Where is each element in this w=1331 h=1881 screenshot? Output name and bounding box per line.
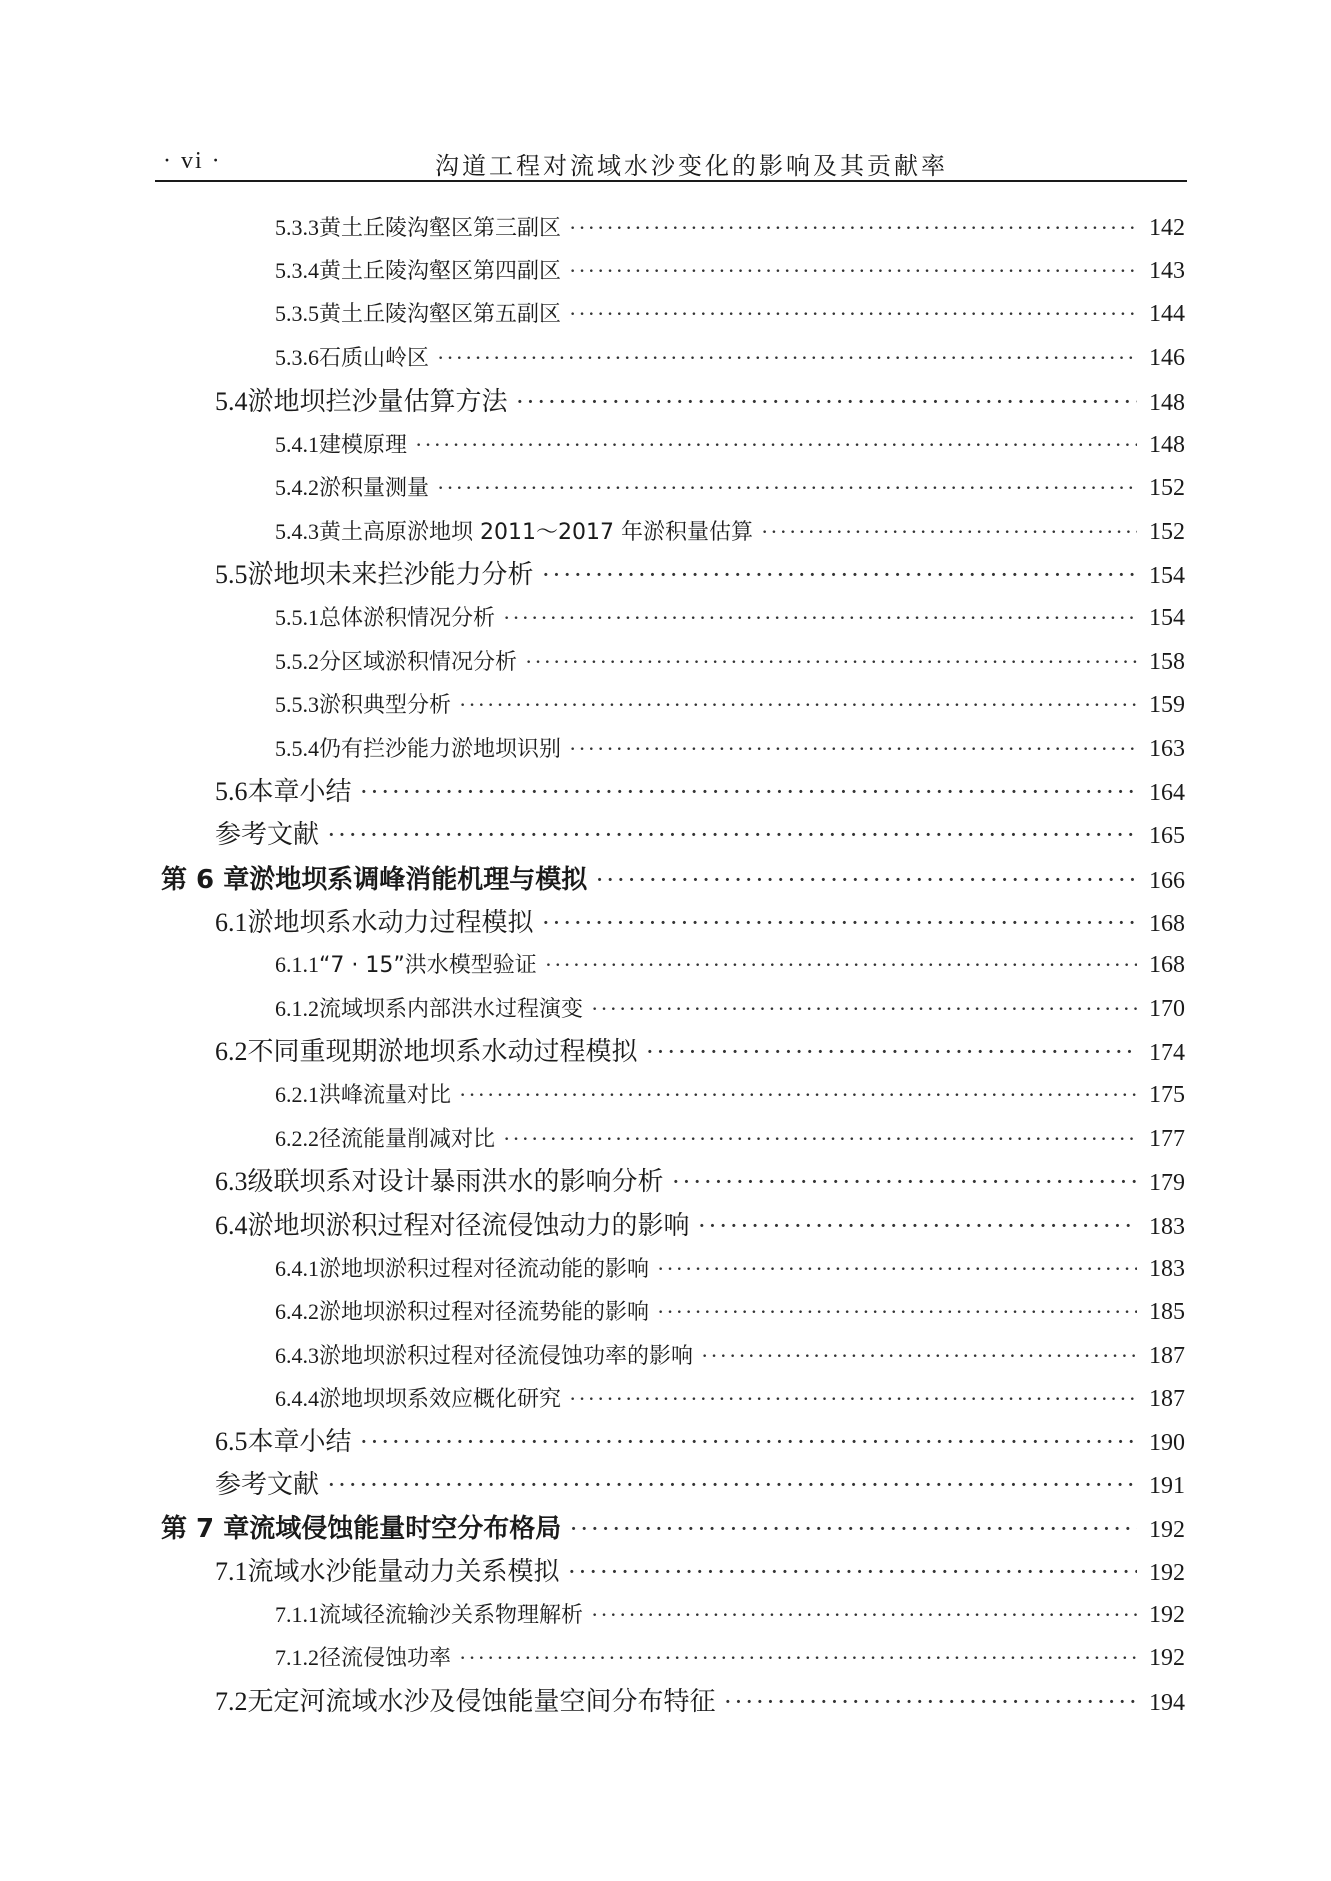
dot-leader <box>569 215 1137 241</box>
entry-number: 5.5.3 <box>275 692 319 717</box>
entry-title: 淤积量测量 <box>319 476 430 501</box>
entry-title: 总体淤积情况分析 <box>319 606 496 631</box>
dot-leader <box>415 432 1137 458</box>
toc-entry-section <box>155 1421 1185 1458</box>
entry-page: 148 <box>1149 432 1185 458</box>
entry-number: 5.4.1 <box>275 432 319 457</box>
dot-leader <box>569 1386 1137 1412</box>
dot-leader <box>360 777 1137 807</box>
entry-title: 黄土丘陵沟壑区第四副区 <box>319 259 562 284</box>
dot-leader <box>646 1037 1137 1067</box>
dot-leader <box>545 952 1137 978</box>
entry-title: “7 · 15”洪水模型验证 <box>319 953 537 978</box>
entry-page: 143 <box>1149 258 1185 284</box>
entry-title: 淤地坝淤积过程对径流动能的影响 <box>319 1257 650 1282</box>
toc-entry-section <box>155 902 1185 939</box>
entry-title: 流域水沙能量动力关系模拟 <box>247 1557 560 1587</box>
entry-title: 淤地坝坝系效应概化研究 <box>319 1387 562 1412</box>
entry-page: 170 <box>1149 996 1185 1022</box>
chapter-number: 第 6 章 <box>161 865 250 895</box>
entry-title: 无定河流域水沙及侵蚀能量空间分布特征 <box>247 1687 716 1717</box>
entry-title: 淤地坝淤积过程对径流势能的影响 <box>319 1300 650 1325</box>
toc-entry-subsection <box>155 254 1185 285</box>
dot-leader <box>542 908 1137 938</box>
entry-number: 5.5.4 <box>275 736 319 761</box>
entry-number: 6.2.1 <box>275 1082 319 1107</box>
entry-number: 6.2.2 <box>275 1126 319 1151</box>
entry-page: 192 <box>1149 1560 1185 1586</box>
toc-entry-subsection <box>155 1382 1185 1413</box>
entry-number: 6.4.2 <box>275 1299 319 1324</box>
entry-page: 144 <box>1149 301 1185 327</box>
entry-number: 5.4 <box>215 387 248 416</box>
toc-entry-subsection <box>155 732 1185 763</box>
entry-number: 5.6 <box>215 777 248 806</box>
entry-title: 淤积典型分析 <box>319 693 452 718</box>
entry-number: 5.3.3 <box>275 215 319 240</box>
entry-number: 5.5.1 <box>275 605 319 630</box>
entry-number: 6.3 <box>215 1167 248 1196</box>
running-title: 沟道工程对流域水沙变化的影响及其贡献率 <box>435 152 948 180</box>
entry-page: 152 <box>1149 475 1185 501</box>
toc-entry-subsection <box>155 1641 1185 1672</box>
entry-title: 黄土高原淤地坝 2011～2017 年淤积量估算 <box>319 520 753 545</box>
toc-entry-section <box>155 1205 1185 1242</box>
dot-leader <box>459 1082 1137 1108</box>
entry-number: 5.5 <box>215 560 248 589</box>
dot-leader <box>360 1427 1137 1457</box>
entry-page: 142 <box>1149 215 1185 241</box>
dot-leader <box>542 560 1137 590</box>
entry-page: 187 <box>1149 1386 1185 1412</box>
entry-page: 187 <box>1149 1343 1185 1369</box>
dot-leader <box>569 301 1137 327</box>
toc-entry-subsection <box>155 645 1185 676</box>
entry-number: 6.4.1 <box>275 1256 319 1281</box>
entry-title: 本章小结 <box>247 1427 352 1457</box>
dot-leader <box>672 1167 1137 1197</box>
entry-number: 6.4.3 <box>275 1343 319 1368</box>
entry-page: 168 <box>1149 952 1185 978</box>
entry-title: 建模原理 <box>319 433 408 458</box>
toc-entry-subsection <box>155 688 1185 719</box>
dot-leader <box>591 1602 1137 1628</box>
entry-number: 5.4.2 <box>275 475 319 500</box>
dot-leader <box>437 345 1137 371</box>
toc-entry-subsection <box>155 1078 1185 1109</box>
entry-title: 洪峰流量对比 <box>319 1083 452 1108</box>
chapter-number: 第 7 章 <box>161 1514 250 1544</box>
entry-page: 177 <box>1149 1126 1185 1152</box>
entry-page: 183 <box>1149 1256 1185 1282</box>
toc-entry-subsection <box>155 1252 1185 1283</box>
entry-number: 6.1.1 <box>275 952 319 977</box>
entry-number: 7.1.1 <box>275 1602 319 1627</box>
dot-leader <box>698 1211 1137 1241</box>
toc-entry-chapter <box>155 859 1185 896</box>
entry-title: 仍有拦沙能力淤地坝识别 <box>319 737 562 762</box>
dot-leader <box>516 387 1137 417</box>
toc-entry-section <box>155 1681 1185 1718</box>
dot-leader <box>761 519 1137 545</box>
toc-entry-subsection <box>155 515 1185 546</box>
entry-page: 192 <box>1149 1602 1185 1628</box>
toc-entry-subsection <box>155 428 1185 459</box>
entry-title: 淤地坝拦沙量估算方法 <box>247 387 508 417</box>
entry-title: 石质山岭区 <box>319 346 430 371</box>
entry-number: 5.3.5 <box>275 301 319 326</box>
dot-leader <box>459 692 1137 718</box>
dot-leader <box>327 820 1137 850</box>
entry-page: 174 <box>1149 1040 1185 1066</box>
entry-number: 6.5 <box>215 1427 248 1456</box>
toc-entry-references <box>155 814 1185 851</box>
dot-leader <box>657 1256 1137 1282</box>
dot-leader <box>569 736 1137 762</box>
entry-title: 黄土丘陵沟壑区第五副区 <box>319 302 562 327</box>
entry-page: 165 <box>1149 823 1185 849</box>
entry-page: 168 <box>1149 911 1185 937</box>
entry-page: 179 <box>1149 1170 1185 1196</box>
entry-number: 7.2 <box>215 1687 248 1716</box>
entry-page: 183 <box>1149 1214 1185 1240</box>
toc-entry-section <box>155 554 1185 591</box>
entry-title: 参考文献 <box>215 820 320 850</box>
toc-entry-subsection <box>155 1295 1185 1326</box>
entry-number: 7.1 <box>215 1557 248 1586</box>
entry-title: 淤地坝淤积过程对径流侵蚀动力的影响 <box>247 1211 690 1241</box>
toc-entry-section <box>155 771 1185 808</box>
header-rule <box>155 180 1187 182</box>
entry-page: 191 <box>1149 1473 1185 1499</box>
toc-entry-subsection <box>155 1598 1185 1629</box>
toc-entry-section <box>155 1161 1185 1198</box>
entry-page: 152 <box>1149 519 1185 545</box>
entry-title: 分区域淤积情况分析 <box>319 650 518 675</box>
dot-leader <box>327 1470 1137 1500</box>
entry-number: 6.1 <box>215 908 248 937</box>
entry-page: 154 <box>1149 563 1185 589</box>
toc-entry-subsection <box>155 1122 1185 1153</box>
page-number: · vi · <box>163 148 222 174</box>
entry-page: 190 <box>1149 1430 1185 1456</box>
entry-page: 146 <box>1149 345 1185 371</box>
toc-entry-subsection <box>155 1339 1185 1370</box>
entry-page: 159 <box>1149 692 1185 718</box>
entry-page: 192 <box>1149 1645 1185 1671</box>
dot-leader <box>701 1343 1137 1369</box>
entry-number: 6.1.2 <box>275 996 319 1021</box>
entry-number: 6.2 <box>215 1037 248 1066</box>
toc-entry-section <box>155 1031 1185 1068</box>
dot-leader <box>591 996 1137 1022</box>
entry-page: 185 <box>1149 1299 1185 1325</box>
chapter-title: 流域侵蚀能量时空分布格局 <box>249 1514 562 1544</box>
toc-entry-section <box>155 1551 1185 1588</box>
entry-page: 163 <box>1149 736 1185 762</box>
entry-page: 192 <box>1149 1517 1185 1543</box>
entry-title: 淤地坝淤积过程对径流侵蚀功率的影响 <box>319 1344 694 1369</box>
entry-number: 7.1.2 <box>275 1645 319 1670</box>
toc-entry-subsection <box>155 297 1185 328</box>
entry-page: 158 <box>1149 649 1185 675</box>
dot-leader <box>568 1557 1137 1587</box>
entry-title: 径流侵蚀功率 <box>319 1646 452 1671</box>
entry-number: 5.3.4 <box>275 258 319 283</box>
toc-entry-references <box>155 1464 1185 1501</box>
dot-leader <box>525 649 1137 675</box>
toc-entry-subsection <box>155 948 1185 979</box>
dot-leader <box>503 1126 1137 1152</box>
entry-title: 淤地坝系水动力过程模拟 <box>247 908 534 938</box>
dot-leader <box>569 1514 1137 1544</box>
dot-leader <box>459 1645 1137 1671</box>
entry-title: 流域坝系内部洪水过程演变 <box>319 997 584 1022</box>
dot-leader <box>503 605 1137 631</box>
entry-number: 6.4 <box>215 1211 248 1240</box>
dot-leader <box>437 475 1137 501</box>
entry-title: 流域径流输沙关系物理解析 <box>319 1603 584 1628</box>
entry-page: 154 <box>1149 605 1185 631</box>
entry-title: 级联坝系对设计暴雨洪水的影响分析 <box>247 1167 664 1197</box>
dot-leader <box>595 865 1137 895</box>
toc-entry-subsection <box>155 471 1185 502</box>
toc-entry-subsection <box>155 341 1185 372</box>
entry-page: 194 <box>1149 1690 1185 1716</box>
entry-page: 148 <box>1149 390 1185 416</box>
page-header <box>155 140 1185 180</box>
entry-title: 径流能量削减对比 <box>319 1127 496 1152</box>
entry-number: 5.3.6 <box>275 345 319 370</box>
toc-entry-chapter <box>155 1508 1185 1545</box>
entry-page: 164 <box>1149 780 1185 806</box>
dot-leader <box>724 1687 1137 1717</box>
entry-title: 不同重现期淤地坝系水动过程模拟 <box>247 1037 638 1067</box>
entry-title: 本章小结 <box>247 777 352 807</box>
entry-page: 166 <box>1149 868 1185 894</box>
entry-number: 5.5.2 <box>275 649 319 674</box>
entry-number: 5.4.3 <box>275 519 319 544</box>
entry-number: 6.4.4 <box>275 1386 319 1411</box>
entry-title: 淤地坝未来拦沙能力分析 <box>247 560 534 590</box>
toc-entry-subsection <box>155 211 1185 242</box>
toc-entry-subsection <box>155 992 1185 1023</box>
toc-entry-section <box>155 381 1185 418</box>
toc-entry-subsection <box>155 601 1185 632</box>
dot-leader <box>569 258 1137 284</box>
dot-leader <box>657 1299 1137 1325</box>
chapter-title: 淤地坝系调峰消能机理与模拟 <box>249 865 588 895</box>
entry-title: 参考文献 <box>215 1470 320 1500</box>
entry-title: 黄土丘陵沟壑区第三副区 <box>319 216 562 241</box>
entry-page: 175 <box>1149 1082 1185 1108</box>
